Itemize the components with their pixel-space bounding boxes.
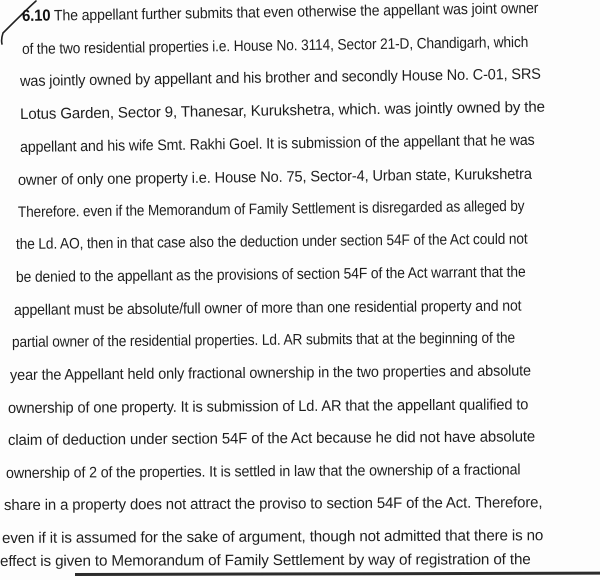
text-line-4: Lotus Garden, Sector 9, Thanesar, Kurukshetra, which. was jointly owned by the [19, 98, 545, 123]
text-line-18: effect is given to Memorandum of Family Settlement by way of registration of the [0, 551, 531, 570]
text-line-15: ownership of 2 of the properties. It is settled in law that the ownership of a fractional [5, 461, 521, 482]
text-line-10: appellant must be absolute/full owner of more than one residential property and not [13, 297, 522, 319]
text-line-17: even if it is assumed for the sake of argument, though not admitted that there is no [1, 527, 544, 547]
text-line-2: of the two residential properties i.e. House No. 3114, Sector 21-D, Chandigarh, which [21, 33, 529, 58]
text-line-13: ownership of one property. It is submission of Ld. AR that the appellant qualified to [7, 396, 529, 417]
text-line-8: the Ld. AO, then in that case also the deduction under section 54F of the Act could not [15, 230, 528, 253]
text-line-14: claim of deduction under section 54F of the Act because he did not have absolute [7, 428, 536, 449]
underline-rule [75, 572, 600, 576]
paragraph-number: 6.10 [21, 7, 51, 25]
text-line-6: owner of only one property i.e. House No. 75, Sector-4, Urban state, Kurukshetra [17, 165, 532, 189]
text-line-3: was jointly owned by appellant and his brother and secondly House No. C-01, SRS [19, 65, 541, 90]
text-line-12: year the Appellant held only fractional ownership in the two properties and absolute [9, 362, 531, 384]
text-line-5: appellant and his wife Smt. Rakhi Goel. It is submission of the appellant that he was [19, 131, 535, 156]
text-line-11: partial owner of the residential properties. Ld. AR submits that at the beginning of the [11, 329, 516, 351]
text-line-7: Therefore. even if the Memorandum of Family Settlement is disregarded as alleged by [17, 197, 525, 221]
text-line-1: 6.10 The appellant further submits that even otherwise the appellant was joint owner [21, 0, 539, 25]
text-line-16: share in a property does not attract the proviso to section 54F of the Act. Therefore, [3, 494, 543, 514]
text-line-9: be denied to the appellant as the provisions of section 54F of the Act warrant that the [15, 263, 526, 286]
